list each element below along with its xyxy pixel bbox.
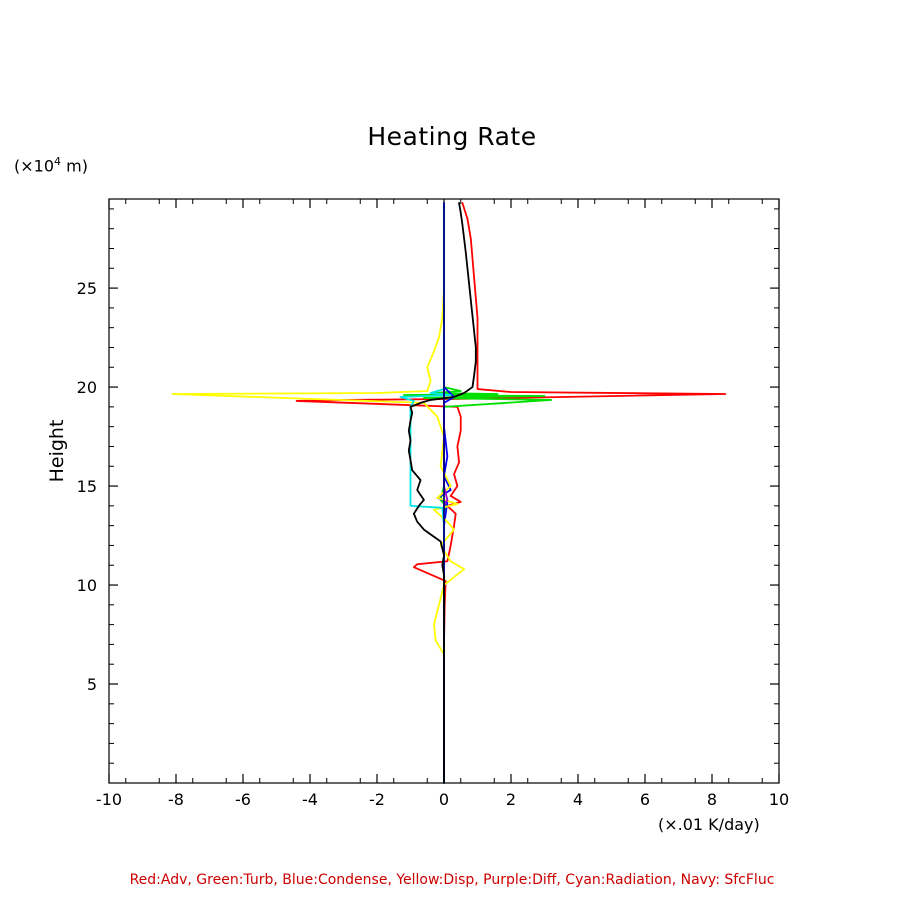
x-axis-unit-label: (×.01 K/day) xyxy=(658,815,760,834)
y-axis-unit-label: ($\times 10^4$ m) xyxy=(14,155,88,176)
svg-text:4: 4 xyxy=(572,790,584,809)
svg-text:10: 10 xyxy=(768,790,790,809)
axis-tick-labels xyxy=(77,279,790,809)
svg-text:0: 0 xyxy=(438,790,450,809)
svg-text:8: 8 xyxy=(706,790,718,809)
y-axis-label: Height xyxy=(46,419,68,483)
svg-text:-8: -8 xyxy=(168,790,184,809)
svg-text:25: 25 xyxy=(76,279,97,299)
svg-text:5: 5 xyxy=(86,675,97,695)
svg-text:-10: -10 xyxy=(95,790,123,809)
svg-text:15: 15 xyxy=(76,477,97,497)
svg-text:-4: -4 xyxy=(302,790,318,809)
svg-text:-6: -6 xyxy=(235,790,251,809)
legend-text: Red:Adv, Green:Turb, Blue:Condense, Yellow:Disp, Purple:Diff, Cyan:Radiation, Navy: SfcFluc xyxy=(129,872,775,888)
svg-text:20: 20 xyxy=(76,378,97,398)
svg-text:2: 2 xyxy=(505,790,517,809)
svg-text:10: 10 xyxy=(76,576,97,596)
chart-title: Heating Rate xyxy=(367,122,537,151)
data-curves xyxy=(173,203,726,783)
svg-text:-2: -2 xyxy=(369,790,385,809)
svg-text:6: 6 xyxy=(639,790,651,809)
